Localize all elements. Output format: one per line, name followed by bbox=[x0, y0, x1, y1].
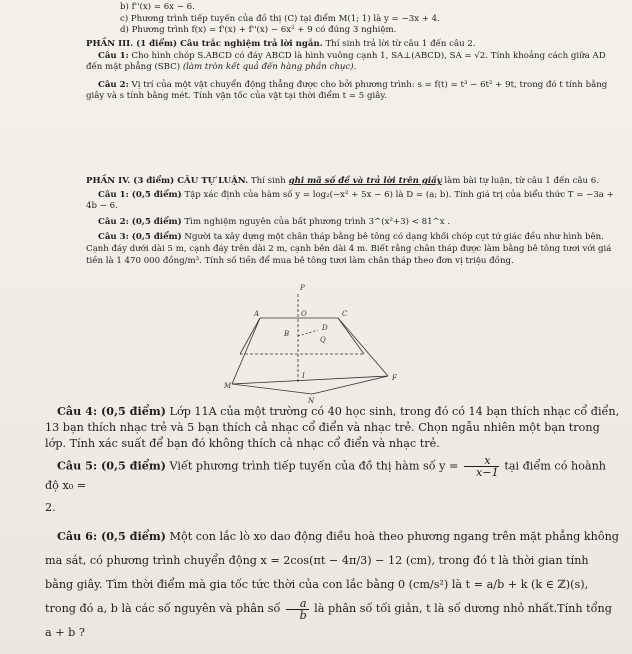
part4-q2-text: Tìm nghiệm nguyên của bất phương trình 3^(x²+3) < 81^x . bbox=[181, 216, 451, 227]
part4-q1-text: Tập xác định của hàm số y = log₂(−x² + 5x − 6) là D = (a; b). Tính giá trị của biểu thức T = −3a + 4b − 6. bbox=[86, 189, 614, 212]
bottom-right-edge bbox=[312, 376, 388, 394]
label-b: B bbox=[284, 330, 290, 338]
part3-instruction: Thí sinh trả lời từ câu 1 đến câu 2. bbox=[322, 39, 476, 49]
part4-q6-text-a: Một con lắc lò xo dao động điều hoà theo phương ngang trên mặt phẳng không ma sát, có phương trình chuyển động x = 2cos(πt − 4π/3) − 12 (cm), trong đó t là thời gian tính bằng giây. Tìm thời điểm mà gia tốc tức thời của con lắc bằng 0 (cm/s²) là t = a/b + k (k ∈ ℤ)(s), trong đó a, b là các số nguyên và phân số bbox=[45, 530, 619, 615]
part4-q5-text-post: tại điểm có hoành độ x₀ = bbox=[45, 459, 607, 492]
part4-q1-label: Câu 1: (0,5 điểm) bbox=[98, 189, 182, 200]
part4-q3 bbox=[86, 232, 618, 267]
label-f: F bbox=[392, 374, 397, 382]
item-c: c) Phương trình tiếp tuyến của đồ thị (C) tại điểm M(1; 1) là y = −3x + 4. bbox=[120, 13, 440, 24]
label-c: C bbox=[342, 310, 348, 318]
part4-q1 bbox=[86, 190, 618, 213]
q6-numerator: a bbox=[286, 598, 309, 610]
left-top-edge bbox=[240, 318, 260, 354]
frustum-figure bbox=[218, 276, 418, 404]
part2-items bbox=[120, 2, 632, 37]
bottom-front-edge bbox=[232, 376, 388, 384]
part4-q5 bbox=[45, 455, 620, 494]
part4-instruction-post: làm bài tự luận, từ câu 1 đến câu 6. bbox=[441, 176, 599, 186]
part4-q2 bbox=[86, 217, 618, 229]
part3-q1-text: Cho hình chóp S.ABCD có đáy ABCD là hình vuông cạnh 1, SA⊥(ABCD), SA = √2. Tính khoảng cách giữa AD đến mặt phẳng (SBC) bbox=[86, 50, 606, 73]
part4-heading: PHẦN IV. (3 điểm) CÂU TỰ LUẬN. bbox=[86, 176, 249, 186]
part4-q5-label: Câu 5: (0,5 điểm) bbox=[57, 458, 166, 473]
part4-q4 bbox=[45, 403, 620, 452]
part3-q2-text: Vị trí của một vật chuyển động thẳng được cho bởi phương trình: s = f(t) = t³ − 6t² + 9t, trong đó t tính bằng giây và s tính bằng mét. Tính vận tốc của vật tại thời điểm t = 5 giây. bbox=[86, 79, 608, 102]
part3-q1 bbox=[86, 51, 618, 74]
part4-intro bbox=[86, 176, 618, 188]
inner-dashed-line bbox=[298, 330, 318, 336]
part4-instruction-pre: Thí sinh bbox=[248, 176, 289, 186]
part3-q2 bbox=[86, 80, 618, 103]
part4-q4-label: Câu 4: (0,5 điểm) bbox=[57, 404, 166, 418]
part3-q1-note: (làm tròn kết quả đến hàng phần chục). bbox=[180, 62, 357, 73]
part4 bbox=[86, 176, 618, 267]
part4-q3-label: Câu 3: (0,5 điểm) bbox=[98, 232, 182, 243]
part4-q6-text-b: là phân số tối giản, t là số dương nhỏ nhất.Tính tổng a + b ? bbox=[45, 602, 612, 639]
part3-intro bbox=[86, 39, 618, 51]
part4-instruction-emph: ghi mã số đề và trả lời trên giấy bbox=[288, 176, 442, 186]
item-d: d) Phương trình f(x) = f'(x) + f''(x) − 6x² + 9 có đúng 3 nghiệm. bbox=[120, 25, 397, 36]
item-b: b) f''(x) = 6x − 6. bbox=[120, 2, 195, 12]
label-i: I bbox=[302, 372, 305, 380]
label-o: O bbox=[301, 310, 307, 318]
label-a: A bbox=[254, 310, 260, 318]
part4-q5-value: 2. bbox=[45, 501, 56, 514]
label-p: P bbox=[300, 284, 305, 292]
q5-fraction bbox=[464, 455, 499, 478]
q5-denominator: x−1 bbox=[475, 466, 499, 479]
part4-q6-label: Câu 6: (0,5 điểm) bbox=[57, 529, 166, 543]
part3-q1-label: Câu 1: bbox=[98, 50, 129, 61]
q6-fraction bbox=[286, 598, 309, 621]
part4-q3-text: Người ta xây dựng một chân tháp bằng bê tông có dạng khối chóp cụt tứ giác đều như hình bên. Cạnh đáy dưới dài 5 m, cạnh đáy trên dài 2 m, cạnh bên dài 4 m. Biết rằng chân tháp được làm bằng bê tông tươi với giá tiền là 1 470 000 đồng/m³. Tính số tiền để mua bê tông tươi làm chân tháp theo đơn vị triệu đồng. bbox=[86, 232, 612, 266]
q5-numerator: x bbox=[464, 455, 499, 467]
label-q: Q bbox=[320, 336, 326, 344]
part3 bbox=[86, 39, 618, 103]
part3-heading: PHẦN III. (1 điểm) Câu trắc nghiệm trả lời ngắn. bbox=[86, 39, 323, 49]
right-lateral-edge bbox=[338, 318, 388, 376]
right-top-edge bbox=[338, 318, 364, 354]
part4-q4-text: Lớp 11A của một trường có 40 học sinh, trong đó có 14 bạn thích nhạc cổ điển, 13 bạn thích nhạc trẻ và 5 bạn thích cả nhạc cổ điển và nhạc trẻ. Chọn ngẫu nhiên một bạn trong lớp. Tính xác suất để bạn đó không thích cả nhạc cổ điển và nhạc trẻ. bbox=[45, 405, 620, 450]
part4-q2-label: Câu 2: (0,5 điểm) bbox=[98, 216, 182, 227]
label-d: D bbox=[322, 324, 328, 332]
bottom-left-edge bbox=[232, 384, 312, 394]
part4-q5-text-pre: Viết phương trình tiếp tuyến của đồ thị hàm số y = bbox=[165, 459, 462, 473]
part4-lower bbox=[45, 403, 620, 645]
part3-q2-label: Câu 2: bbox=[98, 79, 129, 90]
label-m: M bbox=[224, 382, 232, 390]
part4-q6 bbox=[45, 524, 620, 645]
q6-denominator: b bbox=[299, 608, 307, 622]
left-lateral-edge bbox=[232, 318, 260, 384]
label-n: N bbox=[308, 397, 315, 404]
